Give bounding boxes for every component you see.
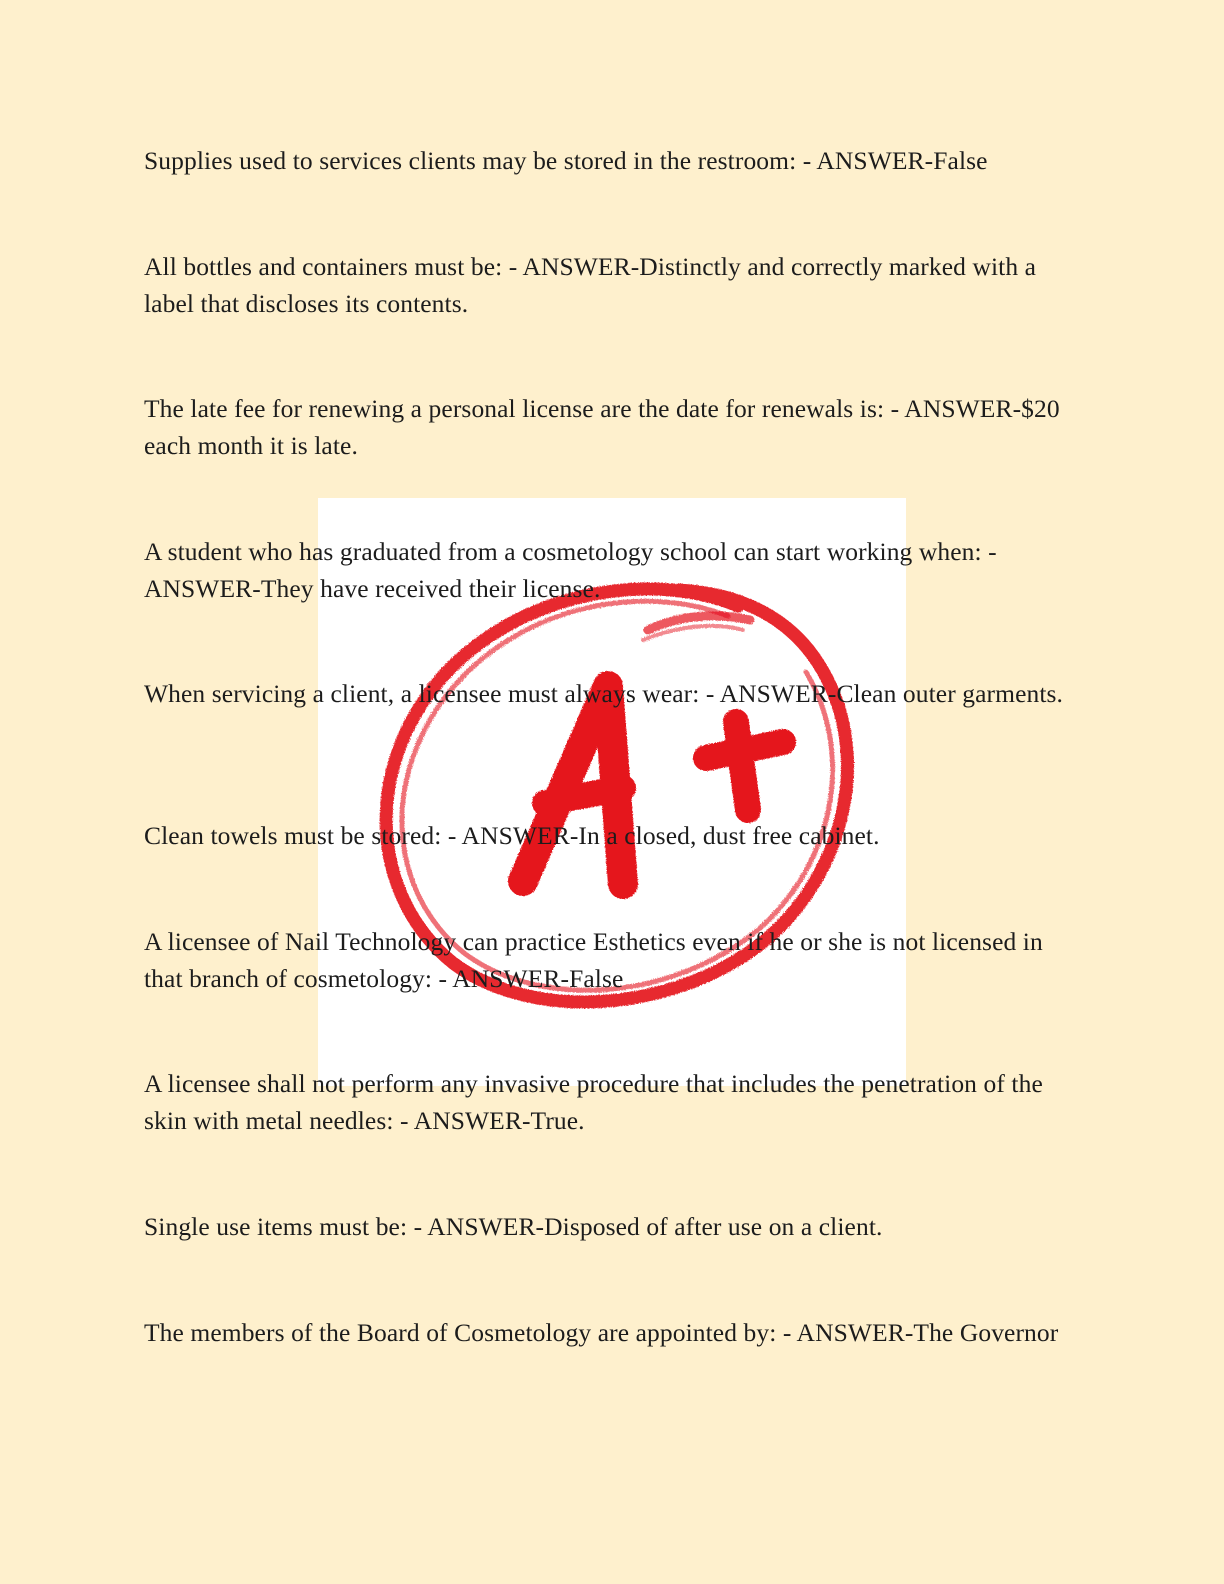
qa-item: All bottles and containers must be: - ANSWER-Distinctly and correctly marked with a label that discloses its contents.	[144, 252, 1037, 318]
qa-item: A student who has graduated from a cosmetology school can start working when: - ANSWER-They have received their license.	[144, 537, 997, 603]
qa-item: Clean towels must be stored: - ANSWER-In a closed, dust free cabinet.	[144, 821, 880, 850]
qa-item: The members of the Board of Cosmetology are appointed by: - ANSWER-The Governor	[144, 1318, 1059, 1347]
qa-item: A licensee of Nail Technology can practice Esthetics even if he or she is not licensed in that branch of cosmetology: - ANSWER-False	[144, 927, 1043, 993]
qa-item: The late fee for renewing a personal license are the date for renewals is: - ANSWER-$20 each month it is late.	[144, 394, 1060, 460]
qa-item: When servicing a client, a licensee must always wear: - ANSWER-Clean outer garments.	[144, 679, 1064, 708]
qa-item: Single use items must be: - ANSWER-Disposed of after use on a client.	[144, 1212, 883, 1241]
qa-item: Supplies used to services clients may be stored in the restroom: - ANSWER-False	[144, 146, 988, 175]
qa-item: A licensee shall not perform any invasive procedure that includes the penetration of the skin with metal needles: - ANSWER-True.	[144, 1069, 1043, 1135]
